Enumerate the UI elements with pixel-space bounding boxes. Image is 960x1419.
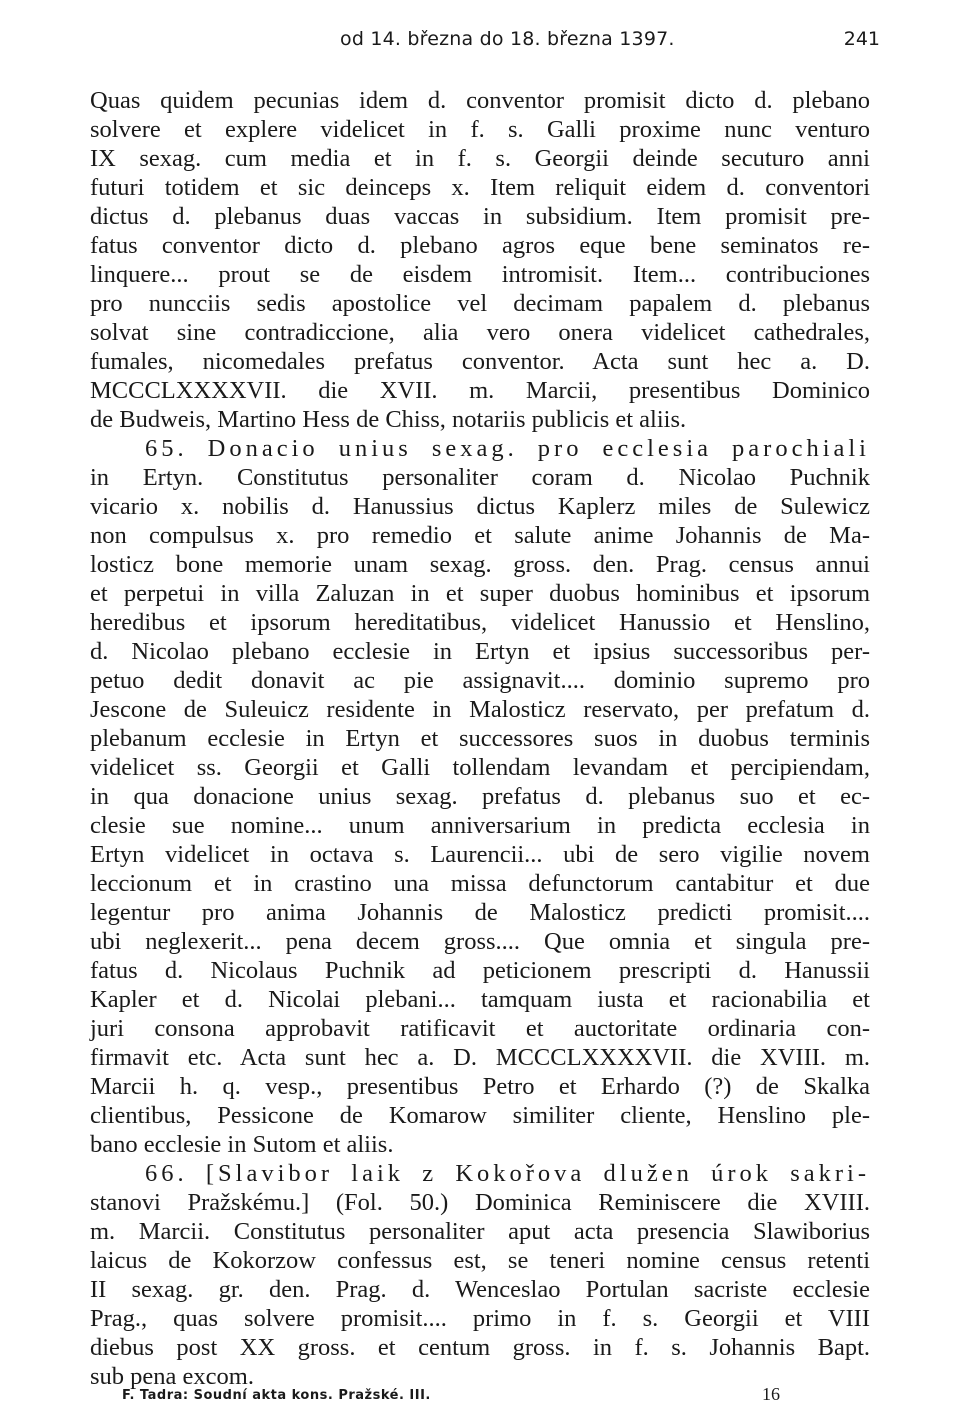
text-line: plebanum ecclesie in Ertyn et successores suos in duobus terminis: [90, 725, 870, 752]
text-line: futuri totidem et sic deinceps x. Item reliquit eidem d. conventori: [90, 174, 870, 201]
text-line: vicario x. nobilis d. Hanussius dictus Kaplerz miles de Sulewicz: [90, 493, 870, 520]
text-line: losticz bone memorie unam sexag. gross. den. Prag. census annui: [90, 551, 870, 578]
page-number: 241: [843, 28, 880, 50]
text-line: et perpetui in villa Zaluzan in et super duobus hominibus et ipsorum: [90, 580, 870, 607]
text-line: Quas quidem pecunias idem d. conventor promisit dicto d. plebano: [90, 87, 870, 114]
text-line: videlicet ss. Georgii et Galli tollendam levandam et percipiendam,: [90, 754, 870, 781]
signature-mark: 16: [762, 1384, 780, 1404]
text-line: fumales, nicomedales prefatus conventor. Acta sunt hec a. D.: [90, 348, 870, 375]
text-line: solvere et explere videlicet in f. s. Galli proxime nunc venturo: [90, 116, 870, 143]
text-line: legentur pro anima Johannis de Malosticz predicti promisit....: [90, 899, 870, 926]
text-line: m. Marcii. Constitutus personaliter aput acta presencia Slawiborius: [90, 1218, 870, 1245]
footer-source: F. Tadra: Soudní akta kons. Pražské. III.: [122, 1388, 431, 1403]
text-line: juri consona approbavit ratificavit et auctoritate ordinaria con-: [90, 1015, 870, 1042]
text-line: Marcii h. q. vesp., presentibus Petro et Erhardo (?) de Skalka: [90, 1073, 870, 1100]
entry-heading-line: 65. Donacio unius sexag. pro ecclesia parochiali: [145, 435, 870, 462]
text-line: heredibus et ipsorum hereditatibus, videlicet Hanussio et Henslino,: [90, 609, 870, 636]
text-line: pro nuncciis sedis apostolice vel decimam papalem d. plebanus: [90, 290, 870, 317]
text-line: Jescone de Suleuicz residente in Malosticz reservato, per prefatum d.: [90, 696, 870, 723]
text-line: linquere... prout se de eisdem intromisit. Item... contribuciones: [90, 261, 870, 288]
text-line: de Budweis, Martino Hess de Chiss, notariis publicis et aliis.: [90, 406, 687, 433]
text-line: sub pena excom.: [90, 1363, 254, 1390]
entry-heading-line: 66. [Slavibor laik z Kokořova dlužen úrok sakri-: [145, 1160, 870, 1187]
text-line: fatus conventor dicto d. plebano agros eque bene seminatos re-: [90, 232, 870, 259]
text-line: petuo dedit donavit ac pie assignavit.... dominio supremo pro: [90, 667, 870, 694]
text-line: laicus de Kokorzow confessus est, se teneri nomine census retenti: [90, 1247, 870, 1274]
text-line: leccionum et in crastino una missa defunctorum cantabitur et due: [90, 870, 870, 897]
text-line: dictus d. plebanus duas vaccas in subsidium. Item promisit pre-: [90, 203, 870, 230]
text-line: Prag., quas solvere promisit.... primo in f. s. Georgii et VIII: [90, 1305, 870, 1332]
text-line: fatus d. Nicolaus Puchnik ad peticionem prescripti d. Hanussii: [90, 957, 870, 984]
text-line: non compulsus x. pro remedio et salute anime Johannis de Ma-: [90, 522, 870, 549]
text-line: diebus post XX gross. et centum gross. in f. s. Johannis Bapt.: [90, 1334, 870, 1361]
page-footer: [122, 1384, 782, 1410]
text-line: Kapler et d. Nicolai plebani... tamquam iusta et racionabilia et: [90, 986, 870, 1013]
running-head: od 14. března do 18. března 1397.: [340, 28, 675, 50]
text-line: bano ecclesie in Sutom et aliis.: [90, 1131, 394, 1158]
text-line: in Ertyn. Constitutus personaliter coram d. Nicolao Puchnik: [90, 464, 870, 491]
text-line: stanovi Pražskému.] (Fol. 50.) Dominica Reminiscere die XVIII.: [90, 1189, 870, 1216]
text-line: Ertyn videlicet in octava s. Laurencii... ubi de sero vigilie novem: [90, 841, 870, 868]
text-line: clesie sue nomine... unum anniversarium in predicta ecclesia in: [90, 812, 870, 839]
text-line: d. Nicolao plebano ecclesie in Ertyn et ipsius successoribus per-: [90, 638, 870, 665]
page-header: [90, 28, 880, 58]
text-line: MCCCLXXXXVII. die XVII. m. Marcii, presentibus Dominico: [90, 377, 870, 404]
text-line: IX sexag. cum media et in f. s. Georgii deinde secuturo anni: [90, 145, 870, 172]
text-line: solvat sine contradiccione, alia vero onera videlicet cathedrales,: [90, 319, 870, 346]
body-text: [90, 86, 870, 1391]
text-line: clientibus, Pessicone de Komarow similiter cliente, Henslino ple-: [90, 1102, 870, 1129]
text-line: in qua donacione unius sexag. prefatus d. plebanus suo et ec-: [90, 783, 870, 810]
text-line: II sexag. gr. den. Prag. d. Wenceslao Portulan sacriste ecclesie: [90, 1276, 870, 1303]
text-line: firmavit etc. Acta sunt hec a. D. MCCCLXXXXVII. die XVIII. m.: [90, 1044, 870, 1071]
text-line: ubi neglexerit... pena decem gross.... Que omnia et singula pre-: [90, 928, 870, 955]
